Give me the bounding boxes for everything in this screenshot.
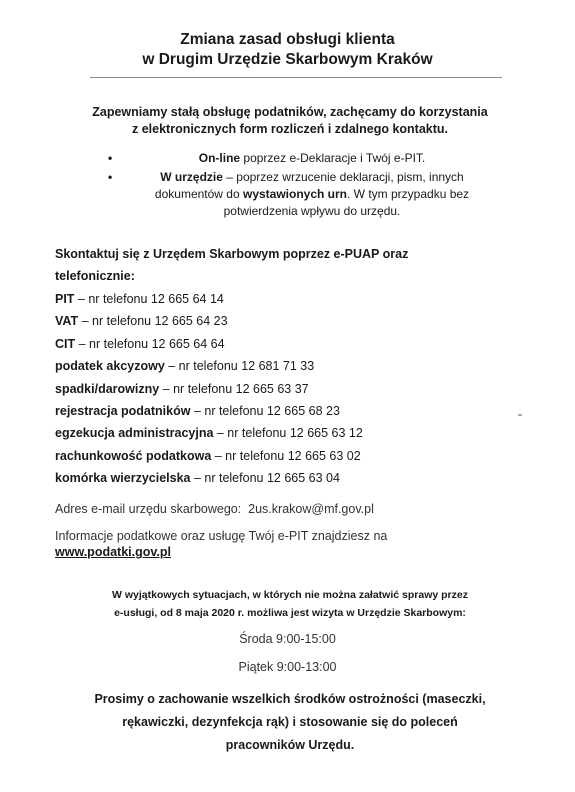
intro-line-1: Zapewniamy stałą obsługę podatników, zachęcamy do korzystania <box>92 105 488 119</box>
closing-line-2: rękawiczki, dezynfekcja rąk) i stosowanie się do poleceń <box>122 715 458 729</box>
contact-label: VAT <box>55 314 79 329</box>
service-channels-list <box>108 150 498 222</box>
hours-wednesday: Środa 9:00-15:00 <box>239 632 336 646</box>
contact-phone: – nr telefonu 12 665 63 02 <box>211 448 361 463</box>
contact-label: rachunkowość podatkowa <box>55 448 212 463</box>
bullet-online-label: On-line <box>198 151 241 165</box>
closing-line-1: Prosimy o zachowanie wszelkich środków ostrożności (maseczki, <box>94 692 486 706</box>
bullet-dot-icon: • <box>108 170 113 184</box>
intro-line-2: z elektronicznych form rozliczeń i zdalnego kontaktu. <box>131 122 449 136</box>
contact-item-cit <box>55 333 515 355</box>
bullet-in-office-text-1: – poprzez wrzucenie deklaracji, pism, innych dokumentów do <box>154 170 464 201</box>
bullet-in-office <box>108 169 498 220</box>
bullet-online <box>108 150 498 167</box>
contact-item-pit <box>55 288 515 310</box>
contact-item-registration <box>55 400 515 422</box>
contact-label: komórka wierzycielska <box>55 471 191 486</box>
contact-label: egzekucja administracyjna <box>55 426 214 441</box>
contact-item-excise <box>55 355 515 377</box>
hours-friday: Piątek 9:00-13:00 <box>238 660 337 674</box>
exception-notice <box>60 586 520 622</box>
title-line-2: w Drugim Urzędzie Skarbowym Kraków <box>142 51 433 68</box>
info-paragraph <box>55 528 475 560</box>
bullet-in-office-label: W urzędzie <box>160 170 223 184</box>
bullet-in-office-text-2: . W tym przypadku bez potwierdzenia wpływu do urzędu. <box>223 187 470 218</box>
title-line-1: Zmiana zasad obsługi klienta <box>180 31 395 48</box>
contact-item-enforcement <box>55 422 515 444</box>
contact-heading: Skontaktuj się z Urzędem Skarbowym poprzez e-PUAP oraz telefonicznie: <box>55 247 409 283</box>
contact-phone: – nr telefonu 12 665 68 23 <box>190 403 340 418</box>
email-address[interactable]: 2us.krakow@mf.gov.pl <box>248 502 374 516</box>
email-label: Adres e-mail urzędu skarbowego: <box>55 502 242 516</box>
contact-item-creditor <box>55 467 515 489</box>
bullet-dot-icon: • <box>108 151 113 165</box>
contact-label: rejestracja podatników <box>55 403 191 418</box>
contact-label: PIT <box>55 292 75 306</box>
contact-phone: – nr telefonu 12 681 71 33 <box>164 359 315 374</box>
exception-line-1: W wyjątkowych sytuacjach, w których nie można załatwić sprawy przez <box>112 589 468 601</box>
scan-mark <box>518 414 522 416</box>
contact-label: spadki/darowizny <box>55 381 160 396</box>
contact-item-inheritance <box>55 378 515 400</box>
closing-line-3: pracowników Urzędu. <box>225 738 355 752</box>
contact-phone: – nr telefonu 12 665 63 04 <box>190 471 340 486</box>
page-title <box>0 30 575 70</box>
title-divider <box>90 77 502 78</box>
bullet-in-office-urns: wystawionych urn <box>242 187 348 201</box>
contact-label: CIT <box>55 336 76 351</box>
contact-item-accounting <box>55 445 515 467</box>
closing-paragraph <box>50 688 530 757</box>
contact-phone: – nr telefonu 12 665 63 37 <box>159 381 309 396</box>
contact-phone: – nr telefonu 12 665 64 23 <box>78 314 228 329</box>
intro-paragraph <box>60 104 520 138</box>
contact-label: podatek akcyzowy <box>55 359 165 374</box>
exception-line-2: e-usługi, od 8 maja 2020 r. możliwa jest wizyta w Urzędzie Skarbowym: <box>114 607 466 619</box>
email-line <box>55 500 515 518</box>
bullet-online-text: poprzez e-Deklaracje i Twój e-PIT. <box>240 151 426 165</box>
contact-list <box>55 288 515 490</box>
podatki-link[interactable]: www.podatki.gov.pl <box>55 545 171 559</box>
contact-item-vat <box>55 310 515 332</box>
info-text: Informacje podatkowe oraz usługę Twój e-PIT znajdziesz na <box>55 529 388 543</box>
contact-phone: – nr telefonu 12 665 64 14 <box>74 292 224 306</box>
contact-phone: – nr telefonu 12 665 64 64 <box>75 336 225 351</box>
contact-phone: – nr telefonu 12 665 63 12 <box>213 426 363 441</box>
